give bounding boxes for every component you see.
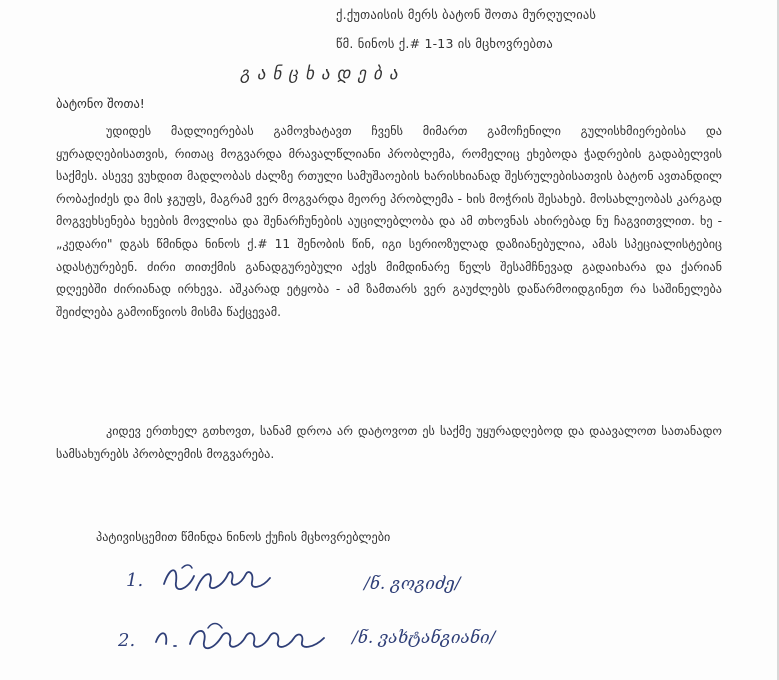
document-title: განცხადება [240,64,405,84]
signature-number-2: 2. [118,630,136,651]
handwritten-signature-1 [160,560,280,604]
body-paragraph-1: უდიდეს მადლიერებას გამოვხატავთ ჩვენს მიმართ გამოჩენილი გულისხმიერებისა და ყურადღებისათვის, რითაც მოგვარდა მრავალწლიანი პრობლემა, რომელიც ეხებოდა ჭადრების გადაბელვის საქმეს. ასევე ვუხდით მადლობას ძალზე რთული სამუშაოების ხარისხიანად შესრულებისათვის ბატონ ავთანდილ რობაქიძეს და მის ჯგუფს, მაგრამ ვერ მოგვარდა მეორე პრობლემა - ხის მოჭრის შესახებ. მოსახლეობას კარგად მოგვეხსენება ხეების მოვლისა და შენარჩუნების აუცილებლობა და ამ თხოვნას ახირებად ნუ ჩაგვითვლით. ხე -„კედარი" დგას წმინდა ნინოს ქ.# 11 შენობის წინ, იგი სერიოზულად დაზიანებულია, ამას სპეციალისტებიც ადასტურებენ. ძირი თითქმის განადგურებული აქვს მიმდინარე წელს შესამჩნევად გადაიხარა და ქარიან დღეებში ძირიანად ირხევა. აშკარად ეტყობა - ამ ზამთარს ვერ გაუძლებს დაწარმოიდგინეთ რა საშინელება შეიძლება გამოიწვიოს მისმა წაქცევამ. [56,124,722,319]
signature-number-1: 1. [126,570,144,591]
body-paragraph-2: კიდევ ერთხელ გთხოვთ, სანამ დროა არ დატოვოთ ეს საქმე უყურადღებოდ და დაავალოთ სათანადო სამსახურებს პრობლემის მოგვარება. [56,424,722,461]
sender-line: წმ. ნინოს ქ.# 1-13 ის მცხოვრებთა [336,36,553,51]
closing-line: პატივისცემით წმინდა ნინოს ქუჩის მცხოვრებლები [96,530,391,544]
handwritten-signature-2 [152,620,342,664]
signatory-name-2: /ნ. ვახტანგიანი/ [352,628,496,648]
recipient-line: ქ.ქუთაისის მერს ბატონ შოთა მურღულიას [336,7,597,22]
greeting: ბატონო შოთა! [56,96,145,111]
signatory-name-1: /ნ. გოგიძე/ [364,574,461,594]
